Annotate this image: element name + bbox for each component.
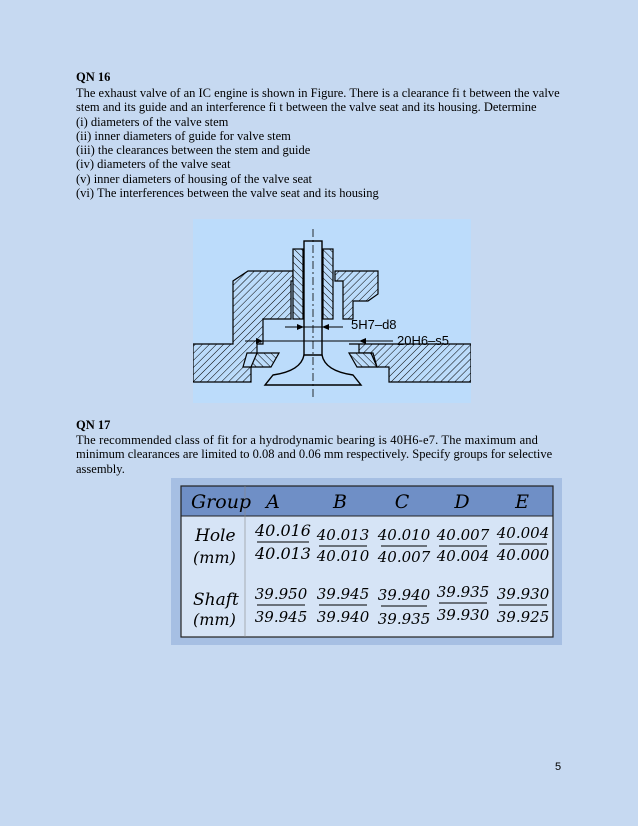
table-graphic xyxy=(171,478,562,645)
hole-b-upper: 40.013 xyxy=(316,526,370,544)
valve-guide-left xyxy=(293,249,303,319)
hole-d-upper: 40.007 xyxy=(436,526,490,544)
group-header-e: E xyxy=(515,491,529,513)
hole-d-lower: 40.004 xyxy=(436,547,490,565)
group-header-d: D xyxy=(454,491,470,513)
shaft-c-lower: 39.935 xyxy=(377,610,431,628)
question-16-title: QN 16 xyxy=(76,70,111,84)
hole-row-label: Hole xyxy=(195,526,236,546)
hole-e-upper: 40.004 xyxy=(496,524,550,542)
selective-assembly-table xyxy=(171,478,562,645)
hole-c-upper: 40.010 xyxy=(377,526,431,544)
hole-e-lower: 40.000 xyxy=(496,546,550,564)
q16-line: (v) inner diameters of housing of the valve seat xyxy=(76,171,313,186)
shaft-e-upper: 39.930 xyxy=(496,585,550,603)
fit2-label: 20H6–s5 xyxy=(397,333,450,348)
exhaust-valve-figure xyxy=(193,219,471,403)
shaft-b-lower: 39.940 xyxy=(316,608,370,626)
q16-line: (ii) inner diameters of guide for valve stem xyxy=(76,128,291,143)
shaft-b-upper: 39.945 xyxy=(316,585,370,603)
group-header-label: Group xyxy=(191,491,252,513)
shaft-row-label: Shaft xyxy=(193,590,239,610)
group-header-a: A xyxy=(266,491,280,513)
shaft-a-lower: 39.945 xyxy=(254,608,308,626)
shaft-unit-label: (mm) xyxy=(193,610,236,629)
hole-a-lower: 40.013 xyxy=(255,544,311,563)
hole-a-upper: 40.016 xyxy=(255,521,311,540)
shaft-d-lower: 39.930 xyxy=(436,606,490,624)
group-header-c: C xyxy=(394,491,410,513)
q16-line: (iv) diameters of the valve seat xyxy=(76,157,231,172)
shaft-d-upper: 39.935 xyxy=(436,583,490,601)
q17-line: minimum clearances are limited to 0.08 and 0.06 mm respectively. Specify groups for selective xyxy=(76,447,553,462)
q16-line: (vi) The interferences between the valve seat and its housing xyxy=(76,186,379,201)
shaft-a-upper: 39.950 xyxy=(254,585,308,603)
fit1-label: 5H7–d8 xyxy=(351,317,397,332)
q17-line: The recommended class of fit for a hydrodynamic bearing is 40H6-e7. The maximum and xyxy=(76,433,539,447)
question-17-text xyxy=(76,433,563,476)
hole-c-lower: 40.007 xyxy=(377,548,431,566)
q16-line: (i) diameters of the valve stem xyxy=(76,114,229,129)
shaft-e-lower: 39.925 xyxy=(496,608,550,626)
valve-guide-right xyxy=(323,249,333,319)
hole-b-lower: 40.010 xyxy=(316,547,370,565)
hole-unit-label: (mm) xyxy=(193,548,236,567)
page-number: 5 xyxy=(555,761,562,773)
question-16-text xyxy=(76,86,563,200)
q16-line: (iii) the clearances between the stem and guide xyxy=(76,143,311,158)
q17-line: assembly. xyxy=(76,461,125,476)
question-17-title: QN 17 xyxy=(76,418,111,432)
q16-line: stem and its guide and an interference fi t between the valve seat and its housing. Determine xyxy=(76,100,537,115)
q16-line: The exhaust valve of an IC engine is shown in Figure. There is a clearance fi t between the valve xyxy=(76,86,560,100)
group-header-b: B xyxy=(333,491,347,513)
shaft-c-upper: 39.940 xyxy=(377,586,431,604)
